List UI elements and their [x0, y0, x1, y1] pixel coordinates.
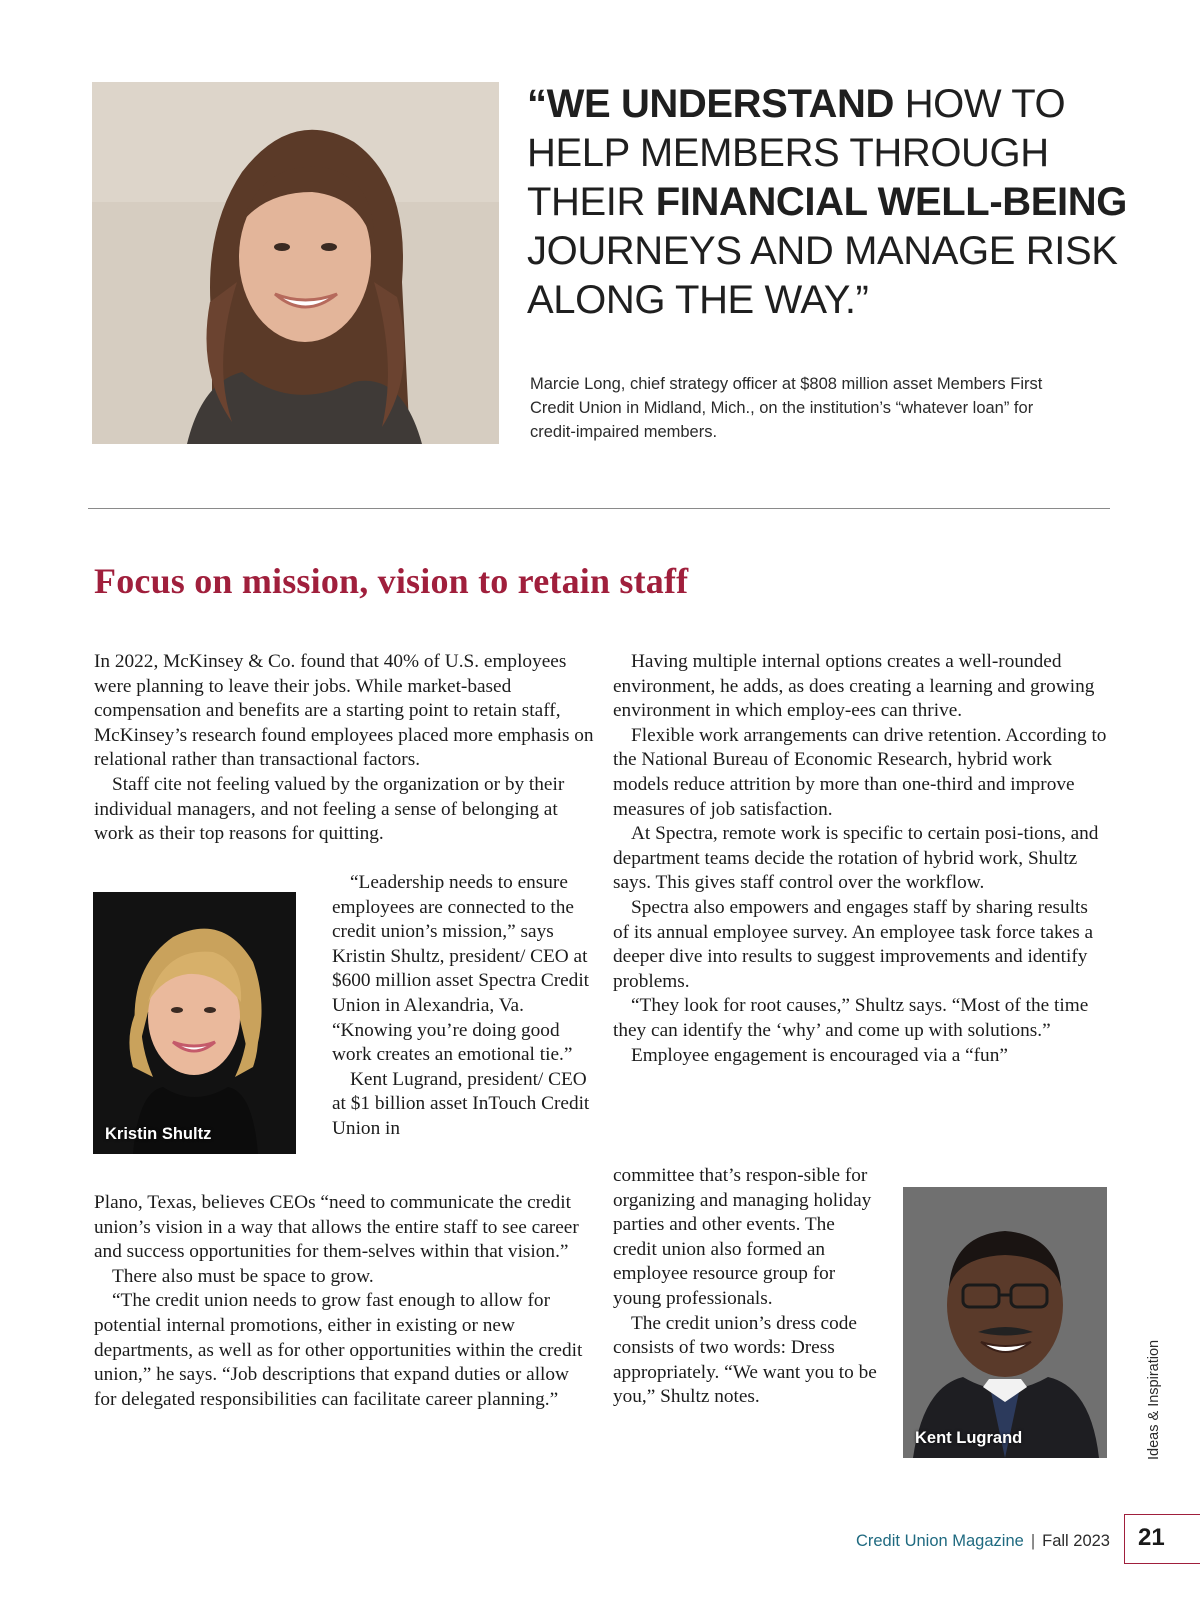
left-paragraph-5: There also must be space to grow. [112, 1265, 374, 1287]
pull-quote [527, 80, 1127, 325]
right-paragraph-6-end: committee that’s respon-sible for organizing and managing holiday parties and other events. The credit union also formed an employee resource group for young professionals. [613, 1165, 872, 1309]
right-column-wrap [613, 1164, 883, 1410]
quote-attribution: Marcie Long, chief strategy officer at $808 million asset Members First Credit Union in Midland, Mich., on the institution’s “whatever loan” for credit-impaired members. [530, 375, 1043, 441]
left-paragraph-2: Staff cite not feeling valued by the organization or by their individual managers, and not feeling a sense of belonging at work as their top reasons for quitting. [94, 773, 565, 845]
right-column-top [613, 650, 1108, 1068]
right-paragraph-3: At Spectra, remote work is specific to certain posi-tions, and department teams decide the rotation of hybrid work, Shultz says. This gives staff control over the workflow. [613, 823, 1099, 894]
left-paragraph-6: “The credit union needs to grow fast enough to allow for potential internal promotions, either in existing or new departments, as well as for other opportunities within the credit union,” he says. “Job descriptions that expand duties or allow for delegated responsibilities can facilitate career planning.” [94, 1290, 583, 1410]
side-tab-label: Ideas & Inspiration [1146, 1339, 1162, 1460]
quote-bold-3: FINANCIAL WELL-BEING [655, 180, 1127, 224]
right-paragraph-7: The credit union’s dress code consists of two words: Dress appropriately. “We want you to be you,” Shultz notes. [613, 1312, 877, 1408]
quote-bold-1: “WE UNDERSTAND [527, 82, 894, 126]
right-paragraph-1: Having multiple internal options creates a well-rounded environment, he adds, as does creating a learning and growing environment in which employ-ees can thrive. [613, 651, 1095, 722]
footer-separator: | [1030, 1532, 1036, 1550]
left-column-top [94, 650, 594, 847]
left-paragraph-3: “Leadership needs to ensure employees are connected to the credit union’s mission,” says Kristin Shultz, president/ CEO at $600 million asset Spectra Credit Union in Alexandria, Va. “Knowing you’re doing good work creates an emotional tie.” [332, 872, 590, 1066]
page-footer [840, 1532, 1110, 1551]
left-paragraph-4-end: Plano, Texas, believes CEOs “need to communicate the credit union’s vision in a way that allows the entire staff to see career and success opportunities for them-selves within that vision.” [94, 1192, 579, 1263]
page-number: 21 [1124, 1514, 1200, 1564]
right-paragraph-2: Flexible work arrangements can drive retention. According to the National Bureau of Economic Research, hybrid work models reduce attrition by more than one-third and improve measures of job satisfaction. [613, 724, 1107, 820]
marcie-long-photo [92, 82, 499, 444]
section-title: Focus on mission, vision to retain staff [94, 561, 689, 601]
right-paragraph-6-start: Employee engagement is encouraged via a “fun” [631, 1044, 1008, 1066]
magazine-name: Credit Union Magazine [855, 1532, 1024, 1550]
quote-text-2: HOW TO HELP MEMBERS THROUGH THEIR [527, 82, 1066, 224]
left-paragraph-1: In 2022, McKinsey & Co. found that 40% of U.S. employees were planning to leave their jobs. While market-based compensation and benefits are a starting point to retain staff, McKinsey’s research found employees placed more emphasis on relational rather than transactional factors. [94, 651, 594, 771]
right-paragraph-4: Spectra also empowers and engages staff by sharing results of its annual employee survey. An employee task force takes a deeper dive into results to suggest improvements and identify problems. [613, 896, 1094, 992]
section-side-tab [1146, 1315, 1166, 1460]
section-divider [88, 508, 1110, 509]
quote-text-4: JOURNEYS AND MANAGE RISK ALONG THE WAY.” [527, 229, 1118, 322]
left-column-bottom [94, 1191, 594, 1412]
kristin-shultz-caption: Kristin Shultz [105, 1125, 212, 1143]
left-column-wrap [332, 871, 594, 1142]
kent-lugrand-caption: Kent Lugrand [915, 1429, 1023, 1447]
issue-date: Fall 2023 [1042, 1532, 1110, 1550]
kristin-shultz-photo [93, 892, 296, 1154]
right-paragraph-5: “They look for root causes,” Shultz says. “Most of the time they can identify the ‘why’ and come up with solutions.” [613, 995, 1089, 1041]
kent-lugrand-photo [903, 1187, 1107, 1458]
left-paragraph-4-start: Kent Lugrand, president/ CEO at $1 billion asset InTouch Credit Union in [332, 1068, 590, 1139]
